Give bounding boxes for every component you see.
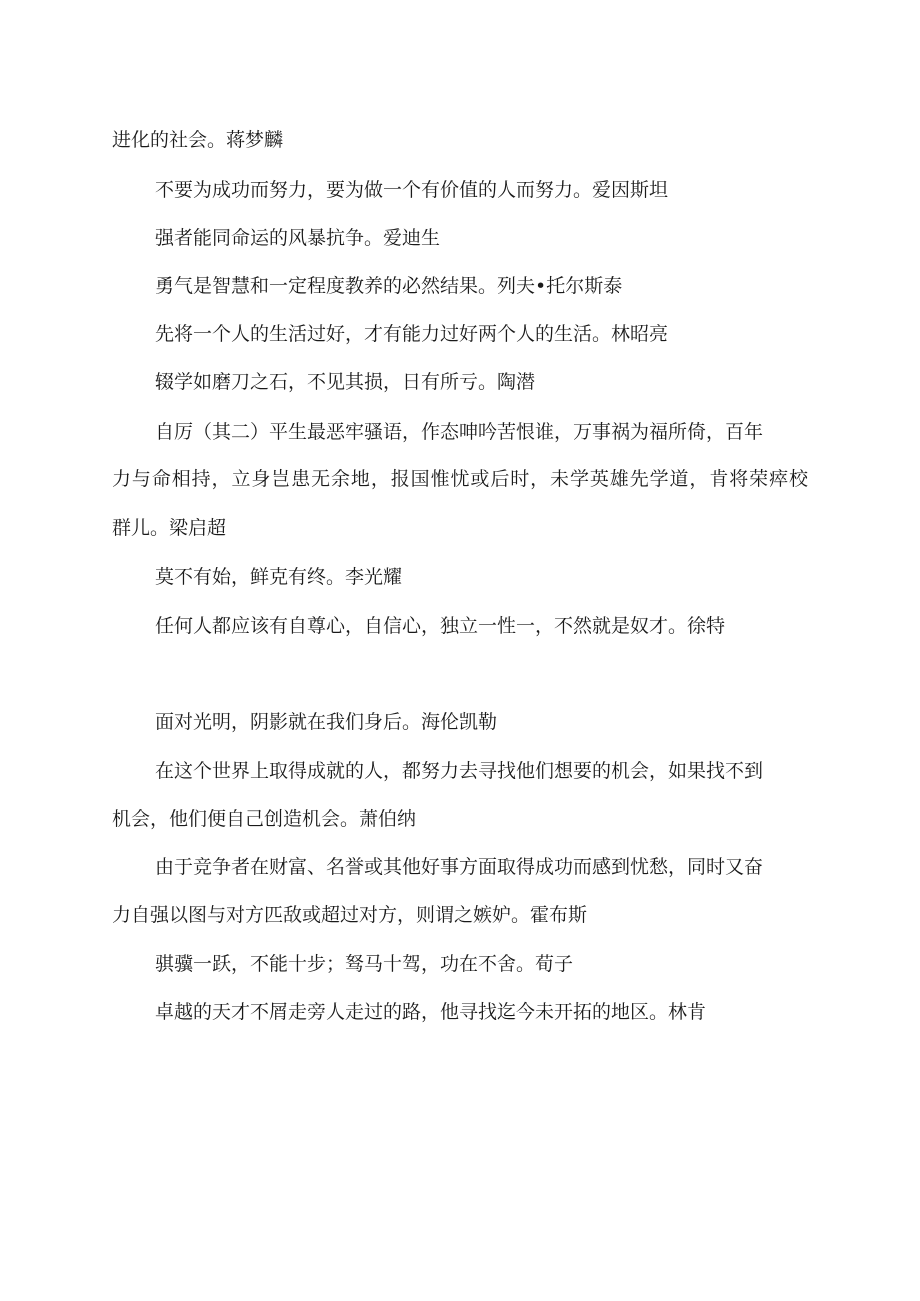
text-line: 由于竞争者在财富、名誉或其他好事方面取得成功而感到忧愁，同时又奋	[155, 856, 764, 878]
text-line: 不要为成功而努力，要为做一个有价值的人而努力。爱因斯坦	[155, 179, 669, 201]
text-line: 任何人都应该有自尊心，自信心，独立一性一，不然就是奴才。徐特	[155, 615, 726, 637]
text-line: 机会，他们便自己创造机会。萧伯纳	[112, 808, 417, 830]
text-line: 辍学如磨刀之石，不见其损，日有所亏。陶潜	[155, 371, 536, 393]
text-line: 卓越的天才不屑走旁人走过的路，他寻找迄今未开拓的地区。林肯	[155, 1001, 707, 1023]
text-line: 莫不有始，鲜克有终。李光耀	[155, 566, 403, 588]
text-line: 面对光明，阴影就在我们身后。海伦凯勒	[155, 711, 498, 733]
text-line: 力与命相持，立身岂患无余地，报国惟忧或后时，未学英雄先学道，肯将荣瘁校	[112, 468, 808, 490]
text-line: 进化的社会。蒋梦麟	[112, 129, 284, 151]
text-line: 骐骥一跃，不能十步；驽马十驾，功在不舍。荀子	[155, 953, 574, 975]
text-line: 自厉（其二）平生最恶牢骚语，作态呻吟苦恨谁，万事祸为福所倚，百年	[155, 421, 764, 443]
text-line: 力自强以图与对方匹敌或超过对方，则谓之嫉妒。霍布斯	[112, 904, 588, 926]
text-line: 在这个世界上取得成就的人，都努力去寻找他们想要的机会，如果找不到	[155, 760, 764, 782]
text-line: 强者能同命运的风暴抗争。爱迪生	[155, 227, 441, 249]
text-line: 群儿。梁启超	[112, 517, 227, 539]
text-line: 勇气是智慧和一定程度教养的必然结果。列夫•托尔斯泰	[155, 275, 623, 297]
text-line: 先将一个人的生活过好，才有能力过好两个人的生活。林昭亮	[155, 323, 669, 345]
